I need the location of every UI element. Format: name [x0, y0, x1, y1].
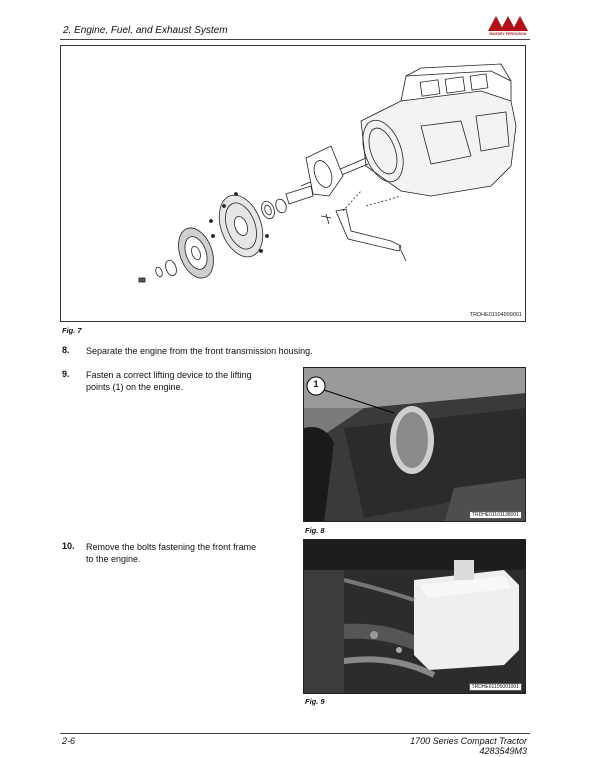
figure-8-code: TRDHE01101138001: [469, 511, 522, 519]
section-title: 2. Engine, Fuel, and Exhaust System: [63, 25, 228, 36]
step-8-number: 8.: [62, 345, 70, 355]
footer-divider: [60, 733, 530, 734]
figure-9-photo: [303, 539, 526, 694]
step-9-line-2: points (1) on the engine.: [86, 382, 184, 392]
brand-logo: [488, 15, 528, 39]
step-10-line-2: to the engine.: [86, 554, 141, 564]
step-10-line-1: Remove the bolts fastening the front frame: [86, 542, 257, 552]
triple-triangle-logo-icon: [488, 15, 528, 32]
logo-text: MASSEY FERGUSON: [489, 32, 527, 36]
step-10-text: [86, 541, 256, 565]
figure-8-caption: Fig. 8: [305, 526, 325, 535]
step-9-text: [86, 369, 252, 393]
header-divider: [60, 39, 530, 40]
figure-8-photo: [303, 367, 526, 522]
document-code: 4283549M3: [479, 746, 527, 756]
figure-9-caption: Fig. 9: [305, 697, 325, 706]
page-number: 2-6: [62, 736, 76, 746]
manual-title: 1700 Series Compact Tractor: [410, 736, 527, 746]
clutch-transmission-exploded-diagram: [61, 46, 525, 321]
lifting-point-photo: [304, 368, 526, 522]
step-10-number: 10.: [62, 541, 75, 551]
callout-1-label: 1: [313, 379, 319, 389]
step-8-text: Separate the engine from the front transmission housing.: [86, 346, 313, 356]
step-9-line-1: Fasten a correct lifting device to the lifting: [86, 370, 252, 380]
figure-9-code: TRDHE01105001001: [469, 683, 522, 691]
figure-7-drawing: [60, 45, 526, 322]
figure-7-caption: Fig. 7: [62, 326, 82, 335]
figure-7-code: TRDHE01104999001: [469, 312, 522, 318]
step-9-number: 9.: [62, 369, 70, 379]
front-frame-bolts-photo: [304, 540, 526, 694]
